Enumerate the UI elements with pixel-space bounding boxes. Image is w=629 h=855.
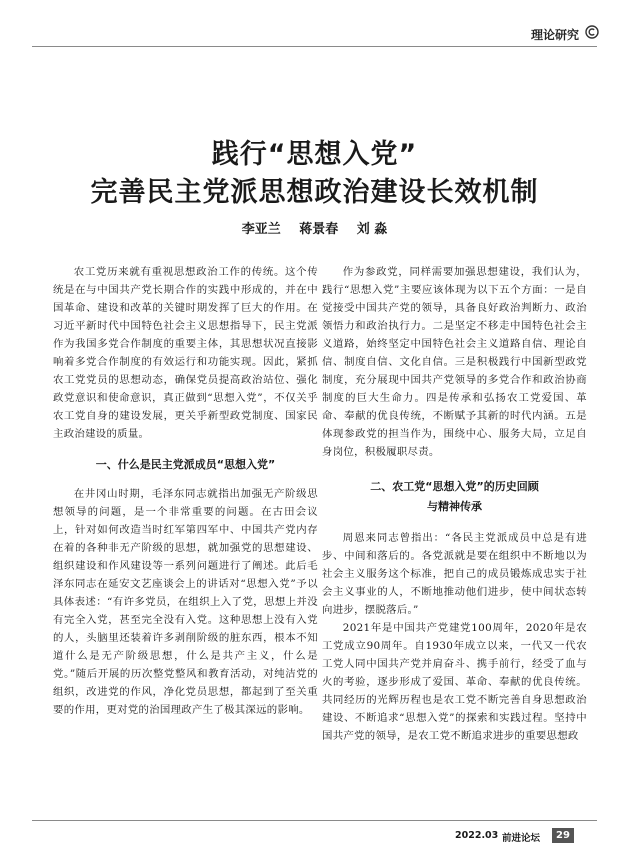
section-label: 理论研究 [530, 28, 579, 42]
left-paragraph-2: 在井冈山时期，毛泽东同志就指出加强无产阶级思想领导的问题，是一个非常重要的问题。在古田会议上，针对如何改造当时红军第四军中、中国共产党内存在着的各种非无产阶级的思想，就加强党的思想建设、组织建设和作风建设等一系列问题进行了阐述。此后毛泽东同志在延安文艺座谈会上的讲话对“思想入党”予以具体表述：“有许多党员，在组织上入了党，思想上并没有完全入党，甚至完全没有入党。这种思想上没有入党的人，头脑里还装着许多剥削阶级的脏东西，根本不知道什么是无产阶级思想，什么是共产主义，什么是党。”随后开展的历次整党整风和教育活动，对纯洁党的组织，改进党的作风，净化党员思想，都起到了至关重要的作用，更对党的治国理政产生了极其深远的影响。 [53, 488, 318, 716]
footer-rule [32, 820, 597, 821]
title-line-1: 践行“思想入党” [211, 139, 418, 170]
author-3: 刘 淼 [356, 222, 388, 237]
footer-journal: 前进论坛 [502, 833, 541, 844]
right-paragraph-3: 2021年是中国共产党建党100周年，2020年是农工党成立90周年。自1930年成立以来，一代又一代农工党人同中国共产党并肩奋斗、携手前行，经受了血与火的考验，逐步形成了爱国、革命、奉献的优良传统。共同经历的光辉历程也是农工党不断完善自身思想政治建设、不断追求“思想入党”的探索和实践过程。坚持中国共产党的领导，是农工党不断追求进步的重要思想政 [322, 622, 587, 742]
author-1: 李亚兰 [241, 222, 281, 237]
title-line-2: 完善民主党派思想政治建设长效机制 [90, 177, 539, 208]
author-2: 蒋景春 [299, 222, 339, 237]
section-heading-1: 一、什么是民主党派成员“思想入党” [95, 458, 276, 471]
circle-c-icon [585, 25, 599, 39]
right-paragraph-1: 作为参政党，同样需要加强思想建设，我们认为，践行“思想入党”主要应该体现为以下五个方面：一是自觉接受中国共产党的领导，具备良好政治判断力、政治领悟力和政治执行力。二是坚定不移走中国特色社会主义道路，始终坚定中国特色社会主义道路自信、理论自信、制度自信、文化自信。三是积极践行中国新型政党制度，充分展现中国共产党领导的多党合作和政治协商制度的巨大生命力。四是传承和弘扬农工党爱国、革命、奉献的优良传统，不断赋予其新的时代内涵。五是体现参政党的担当作为，围绕中心、服务大局，立足自身岗位，积极履职尽责。 [322, 266, 587, 458]
section-heading-2-line-1: 二、农工党“思想入党”的历史回顾 [370, 480, 539, 493]
left-column [53, 263, 318, 719]
right-paragraph-2: 周恩来同志曾指出：“各民主党派成员中总是有进步、中间和落后的。各党派就是要在组织中不断地以为社会主义服务这个标准，把自己的成员锻炼成忠实于社会主义事业的人，不断地推动他们进步，使中间状态转向进步，摆脱落后。” [322, 532, 587, 616]
header-rule [32, 46, 597, 47]
authors [0, 218, 629, 237]
section-heading-2-line-2: 与精神传承 [427, 500, 482, 513]
left-paragraph-1: 农工党历来就有重视思想政治工作的传统。这个传统是在与中国共产党长期合作的实践中形成的，并在中国革命、建设和改革的关键时期发挥了巨大的作用。在习近平新时代中国特色社会主义思想指导下，民主党派作为我国多党合作制度的重要主体，其思想状况直接影响着多党合作制度的有效运行和功能实现。因此，紧抓农工党党员的思想动态，确保党员提高政治站位、强化政党意识和使命意识，真正做到“思想入党”，不仅关乎农工党自身的建设发展，更关乎新型政党制度、国家民主政治建设的质量。 [53, 266, 318, 440]
footer-date: 2022.03 [455, 830, 499, 841]
right-column [322, 263, 587, 745]
page-number: 29 [552, 828, 574, 843]
